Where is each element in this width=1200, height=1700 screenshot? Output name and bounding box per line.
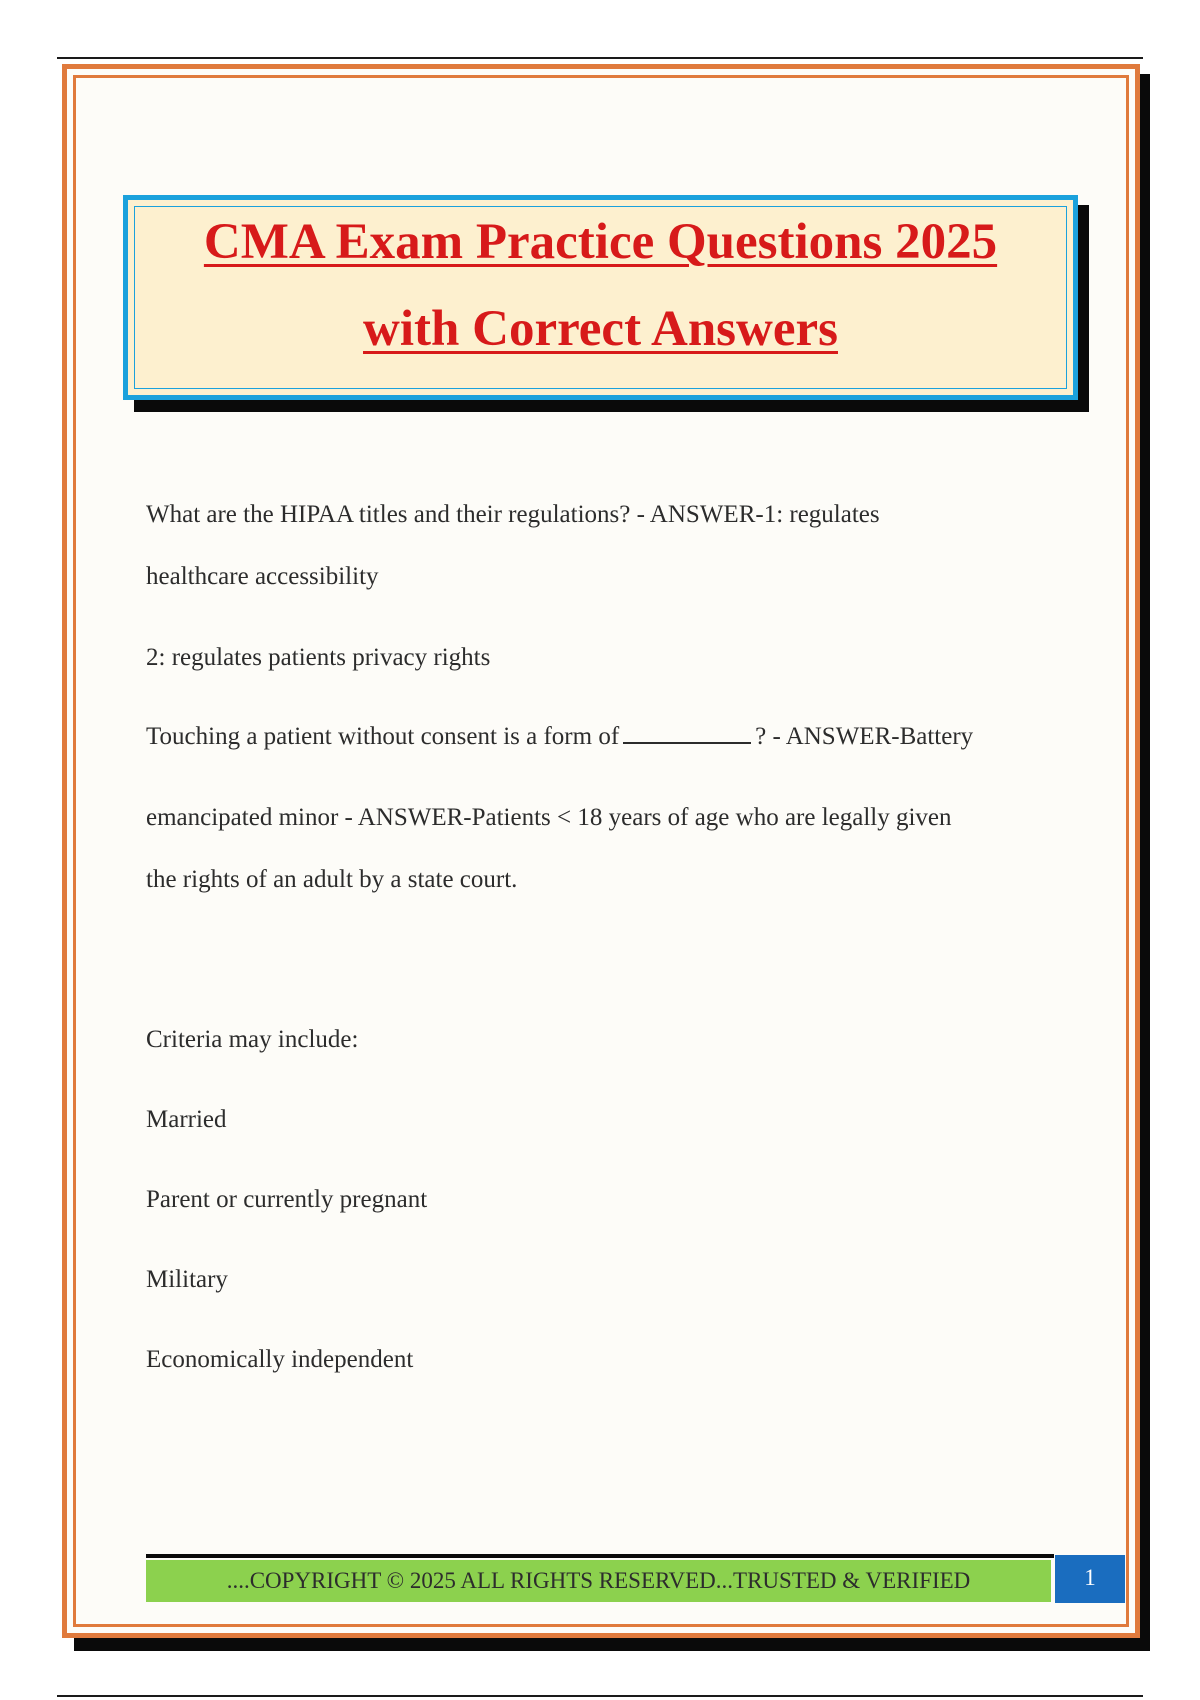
criteria-item: Married — [146, 1106, 227, 1133]
question-battery-prompt: Touching a patient without consent is a form of — [146, 723, 620, 750]
title-line-2: with Correct Answers — [363, 301, 838, 357]
question-hipaa-line-1: What are the HIPAA titles and their regulations? - ANSWER-1: regulates — [146, 501, 880, 528]
criteria-item: Military — [146, 1266, 228, 1293]
fill-in-blank — [623, 722, 751, 744]
question-hipaa-line-2: healthcare accessibility — [146, 563, 379, 590]
top-rule — [57, 57, 1143, 59]
question-emancipated-line-2: the rights of an adult by a state court. — [146, 866, 518, 893]
question-battery-answer: ? - ANSWER-Battery — [755, 723, 974, 750]
criteria-item: Economically independent — [146, 1346, 414, 1373]
criteria-item: Parent or currently pregnant — [146, 1186, 428, 1213]
question-emancipated-line-1: emancipated minor - ANSWER-Patients < 18 years of age who are legally given — [146, 804, 952, 831]
criteria-heading: Criteria may include: — [146, 1026, 359, 1053]
title-line-1: CMA Exam Practice Questions 2025 — [203, 214, 998, 270]
footer-rule — [146, 1554, 1054, 1558]
footer-copyright: ....COPYRIGHT © 2025 ALL RIGHTS RESERVED...TRUSTED & VERIFIED — [146, 1560, 1051, 1602]
page-number: 1 — [1055, 1555, 1125, 1603]
question-hipaa-line-3: 2: regulates patients privacy rights — [146, 644, 491, 671]
question-battery — [146, 722, 1066, 752]
title-box — [123, 195, 1078, 400]
bottom-rule — [57, 1695, 1143, 1697]
